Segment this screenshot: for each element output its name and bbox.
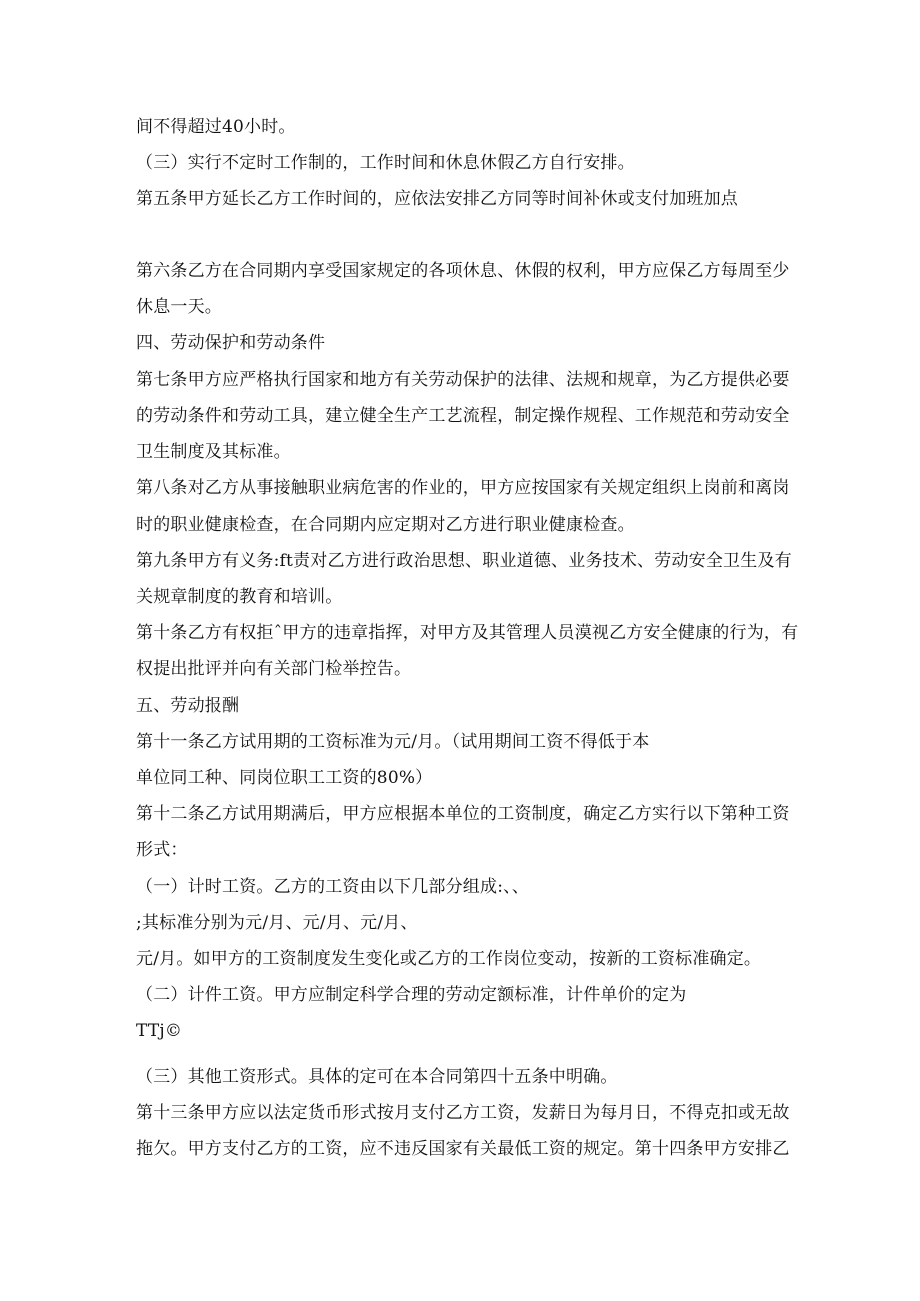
text-line: 第六条乙方在合同期内享受国家规定的各项休息、休假的权利，甲方应保乙方每周至少	[136, 261, 790, 281]
text-line: ;其标准分别为元/月、元/月、元/月、	[136, 913, 418, 933]
text-line: 第五条甲方延长乙方工作时间的，应依法安排乙方同等时间补休或支付加班加点	[136, 189, 738, 209]
text-line: 休息一天。	[136, 297, 222, 317]
text-line: （二）计件工资。甲方应制定科学合理的劳动定额标准，计件单价的定为	[136, 985, 687, 1005]
section-heading: 四、劳动保护和劳动条件	[136, 333, 326, 353]
text-line: 间不得超过40小时。	[136, 117, 296, 137]
text-line: 拖欠。甲方支付乙方的工资，应不违反国家有关最低工资的规定。第十四条甲方安排乙	[136, 1139, 790, 1159]
text-line: 第十三条甲方应以法定货币形式按月支付乙方工资，发薪日为每月日，不得克扣或无故	[136, 1103, 790, 1123]
text-line: 第九条甲方有义务:ft责对乙方进行政治思想、职业道德、业务技术、劳动安全卫生及有	[136, 551, 792, 571]
text-line: 第八条对乙方从事接触职业病危害的作业的，甲方应按国家有关规定组织上岗前和离岗	[136, 478, 790, 498]
text-line: 第七条甲方应严格执行国家和地方有关劳动保护的法律、法规和规章，为乙方提供必要	[136, 370, 790, 390]
text-line: （三）实行不定时工作制的，工作时间和休息休假乙方自行安排。	[136, 153, 635, 173]
text-line: 元/月。如甲方的工资制度发生变化或乙方的工作岗位变动，按新的工资标准确定。	[136, 949, 762, 969]
text-line: 的劳动条件和劳动工具，建立健全生产工艺流程，制定操作规程、工作规范和劳动安全	[136, 406, 790, 426]
text-line: 第十条乙方有权拒ˆ甲方的违章指挥，对甲方及其管理人员漠视乙方安全健康的行为，有	[136, 623, 799, 643]
text-line: 权提出批评并向有关部门检举控告。	[136, 659, 412, 679]
text-line: 第十一条乙方试用期的工资标准为元/月。（试用期间工资不得低于本	[136, 732, 650, 752]
text-line: TTj©	[136, 1021, 183, 1041]
text-line: 第十二条乙方试用期满后，甲方应根据本单位的工资制度，确定乙方实行以下第种工资	[136, 804, 790, 824]
text-line: 形式：	[136, 840, 188, 860]
text-line: （一）计时工资。乙方的工资由以下几部分组成:、、	[136, 877, 530, 897]
text-line: 卫生制度及其标准。	[136, 442, 291, 462]
text-line: （三）其他工资形式。具体的定可在本合同第四十五条中明确。	[136, 1067, 618, 1087]
text-line: 关规章制度的教育和培训。	[136, 587, 343, 607]
text-line: 时的职业健康检查，在合同期内应定期对乙方进行职业健康检查。	[136, 515, 635, 535]
section-heading: 五、劳动报酬	[136, 696, 240, 716]
text-line: 单位同工种、同岗位职工工资的80%）	[136, 768, 433, 788]
